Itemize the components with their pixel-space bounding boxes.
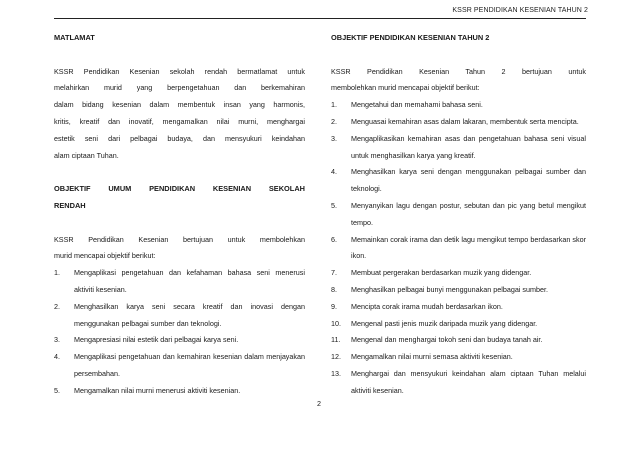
item-text: Mengaplikasikan kemahiran asas dan pengetahuan bahasa seni visual untuk menghasilkan karya yang kreatif. [351, 133, 586, 160]
objektif-tahun2-intro: KSSR Pendidikan Kesenian Tahun 2 bertujuan untuk [331, 66, 586, 76]
item-number: 10. [331, 318, 341, 328]
list-item [331, 198, 586, 232]
item-number: 5. [331, 200, 337, 210]
list-item [331, 349, 586, 366]
objektif-umum-list [54, 265, 305, 399]
objektif-tahun2-heading: OBJEKTIF PENDIDIKAN KESENIAN TAHUN 2 [331, 33, 490, 42]
item-text: Mengenal pasti jenis muzik daripada muzik yang didengar. [351, 318, 538, 328]
list-item [54, 265, 305, 299]
item-number: 7. [331, 268, 337, 278]
matlamat-line: kritis, kreatif dan inovatif, mengamalkan nilai murni, menghargai [54, 116, 305, 126]
item-number: 1. [331, 100, 337, 110]
item-number: 13. [331, 368, 341, 378]
list-item [54, 349, 305, 383]
list-item [331, 316, 586, 333]
list-item [331, 131, 586, 165]
spacer [331, 47, 586, 64]
item-text: Memainkan corak irama dan detik lagu mengikut tempo berdasarkan skor ikon. [351, 234, 586, 261]
header-rule [54, 18, 586, 19]
item-text: Menyanyikan lagu dengan postur, sebutan dan pic yang betul mengikut tempo. [351, 200, 586, 227]
item-text: Mengenal dan menghargai tokoh seni dan budaya tanah air. [351, 335, 543, 345]
objektif-umum-intro-cont: murid mencapai objektif berikut: [54, 251, 156, 261]
list-item [331, 97, 586, 114]
item-number: 3. [54, 335, 60, 345]
matlamat-paragraph [54, 64, 305, 165]
list-item [54, 332, 305, 349]
list-item [54, 299, 305, 333]
item-number: 3. [331, 133, 337, 143]
spacer [54, 215, 305, 232]
item-text: Menghasilkan pelbagai bunyi menggunakan pelbagai sumber. [351, 284, 548, 294]
matlamat-heading: MATLAMAT [54, 33, 95, 42]
item-text: Mengamalkan nilai murni semasa aktiviti kesenian. [351, 352, 513, 362]
item-number: 6. [331, 234, 337, 244]
list-item [331, 332, 586, 349]
left-column [54, 30, 305, 400]
item-text: Menghasilkan karya seni dengan menggunakan pelbagai sumber dan teknologi. [351, 167, 586, 194]
item-text: Mengaplikasi pengetahuan dan kefahaman bahasa seni menerusi aktiviti kesenian. [74, 268, 305, 294]
page-number: 2 [317, 399, 321, 408]
matlamat-line: melahirkan murid yang berpengetahuan dan berkemahiran [54, 83, 305, 93]
objektif-umum-heading-cont: RENDAH [54, 200, 86, 210]
item-number: 9. [331, 301, 337, 311]
item-text: Mengaplikasi pengetahuan dan kemahiran kesenian dalam menjayakan persembahan. [74, 352, 305, 378]
objektif-tahun2-list [331, 97, 586, 399]
item-text: Membuat pergerakan berdasarkan muzik yang didengar. [351, 268, 532, 278]
list-item [331, 232, 586, 266]
matlamat-line: KSSR Pendidikan Kesenian sekolah rendah bermatlamat untuk [54, 66, 305, 76]
item-text: Menghasilkan karya seni secara kreatif dan inovasi dengan menggunakan pelbagai sumber dan teknologi. [74, 301, 305, 328]
list-item [331, 164, 586, 198]
list-item [331, 114, 586, 131]
objektif-tahun2-intro-cont: membolehkan murid mencapai objektif berikut: [331, 83, 480, 93]
item-number: 4. [331, 167, 337, 177]
list-item [331, 366, 586, 400]
item-text: Menguasai kemahiran asas dalam lakaran, membentuk serta mencipta. [351, 116, 579, 126]
running-header: KSSR PENDIDIKAN KESENIAN TAHUN 2 [452, 7, 588, 14]
item-text: Mengamalkan nilai murni menerusi aktiviti kesenian. [74, 385, 241, 395]
spacer [54, 47, 305, 64]
item-text: Mengetahui dan memahami bahasa seni. [351, 100, 483, 110]
item-text: Menghargai dan mensyukuri keindahan alam ciptaan Tuhan melalui aktiviti kesenian. [351, 368, 586, 395]
item-number: 5. [54, 385, 60, 395]
item-number: 2. [331, 116, 337, 126]
spacer [54, 164, 305, 181]
objektif-umum-heading: OBJEKTIF UMUM PENDIDIKAN KESENIAN SEKOLAH [54, 184, 305, 194]
list-item [331, 265, 586, 282]
matlamat-line: estetik seni dari pelbagai budaya, dan mensyukuri keindahan [54, 133, 305, 143]
item-number: 4. [54, 352, 60, 362]
list-item [331, 299, 586, 316]
matlamat-line: alam ciptaan Tuhan. [54, 150, 119, 160]
item-number: 8. [331, 284, 337, 294]
item-number: 2. [54, 301, 60, 311]
right-column [331, 30, 586, 400]
item-number: 11. [331, 335, 341, 345]
item-number: 1. [54, 268, 60, 278]
list-item [331, 282, 586, 299]
item-text: Mengapresiasi nilai estetik dari pelbagai karya seni. [74, 335, 239, 345]
item-number: 12. [331, 352, 341, 362]
list-item [54, 383, 305, 400]
matlamat-line: dalam bidang kesenian dalam membentuk insan yang harmonis, [54, 100, 305, 110]
objektif-umum-intro: KSSR Pendidikan Kesenian bertujuan untuk membolehkan [54, 234, 305, 244]
item-text: Mencipta corak irama mudah berdasarkan ikon. [351, 301, 503, 311]
